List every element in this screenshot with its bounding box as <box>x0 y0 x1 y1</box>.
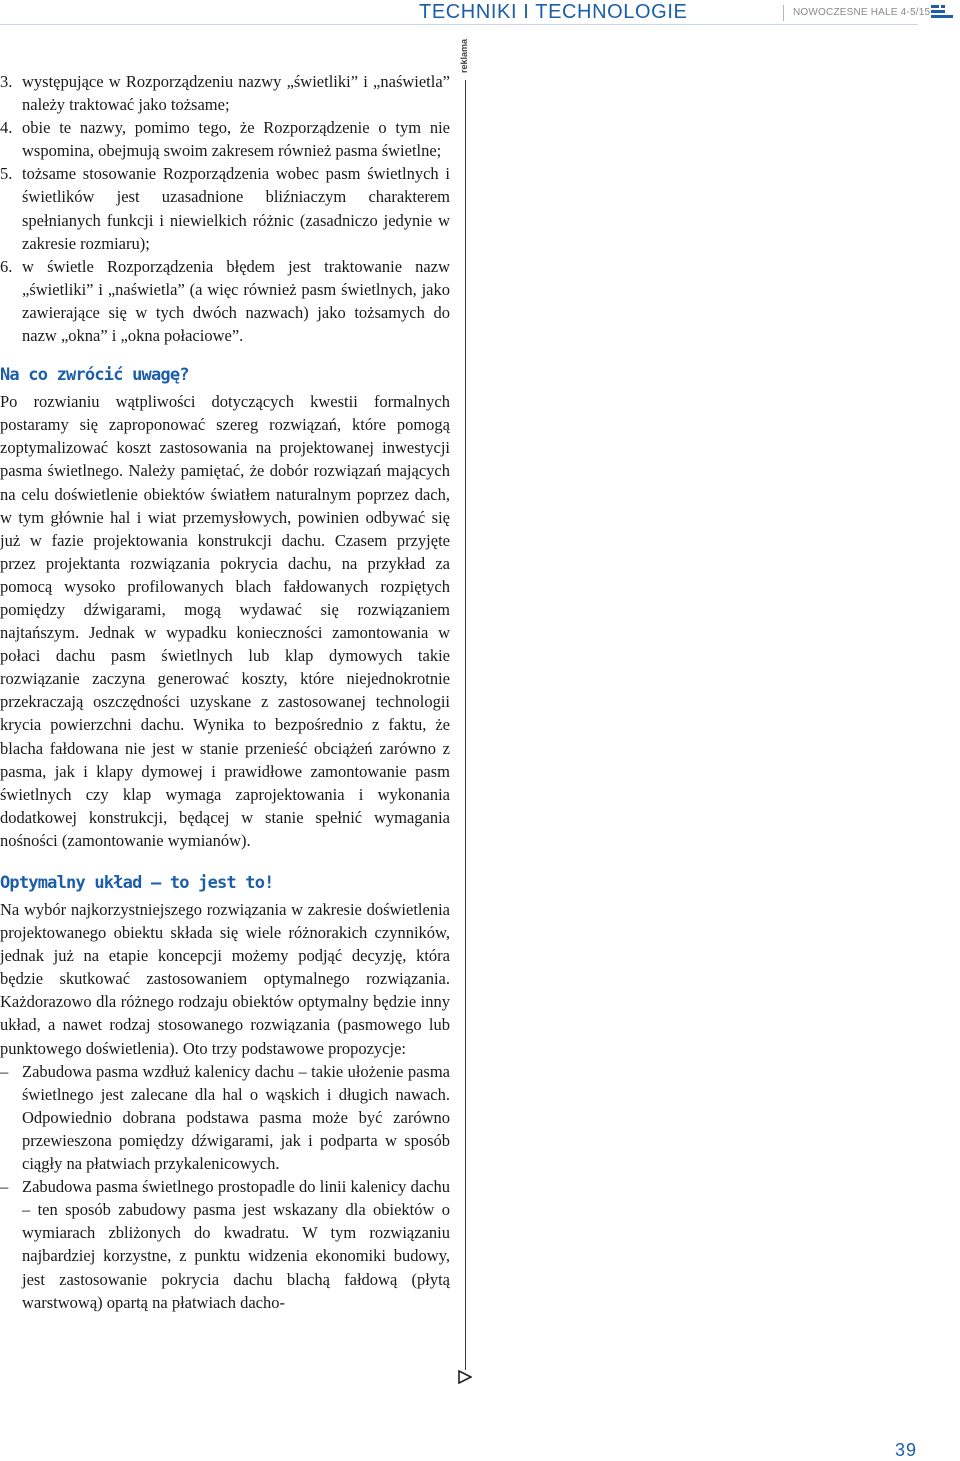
list-number: 4. <box>0 118 13 138</box>
list-item <box>0 255 450 347</box>
list-number: 6. <box>0 256 13 276</box>
section-body: Po rozwianiu wątpliwości dotyczących kwestii formalnych postaramy się zaproponować szereg rozwiązań, które pomogą zoptymalizować koszt zastosowania na projektowanej inwestycji pasma świetlnego. Należy pamiętać, że dobór rozwiązań mających na celu doświetlenie obiektów światłem naturalnym poprzez dach, w tym głównie hal i wiat przemysłowych, powinien odbywać się już w fazie projektowania konstrukcji dachu. Czasem przyjęte przez projektanta rozwiązania pokrycia dachu, na przykład za pomocą wysoko profilowanych blach fałdowanych rozpiętych pomiędzy dźwigarami, mogą wydawać się rozwiązaniem najtańszym. Jednak w wypadku konieczności zamontowania w połaci dachu pasm świetlnych lub klap dymowych takie rozwiązanie zaczyna generować koszty, które niejednokrotnie przekraczają oszczędności uzyskane z zastosowanej technologii krycia powierzchni dachu. Wynika to bezpośrednio z faktu, że blacha fałdowana nie jest w stanie przenieść obciążeń zarówno z pasma, jak i klapy dymowej i prawidłowe zamontowanie pasm świetlnych czy klap wymaga zaprojektowania i wykonania dodatkowej konstrukcji, będącej w stanie spełnić wymagania nośności (zamontowanie wymianów). <box>0 392 450 850</box>
list-number: 3. <box>0 72 13 91</box>
list-text: Zabudowa pasma świetlnego prostopadle do linii kalenicy dachu – ten sposób zabudowy pasma jest wskazany dla obiektów o wymiarach zbliżonych do kwadratu. W tym rozwiązaniu najbardziej korzystne, z punktu widzenia ekonomiki budowy, jest zastosowanie pokrycia dachu blachą fałdową (płytą warstwową) opartą na płatwiach dacho- <box>22 1177 450 1312</box>
list-text: tożsame stosowanie Rozporządzenia wobec pasm świetlnych i świetlików jest uzasadnione bliźniaczym charakterem spełnianych funkcji i niewielkich różnic (zasadniczo jedynie w zakresie rozmiaru); <box>22 164 450 253</box>
section-title: TECHNIKI I TECHNOLOGIE <box>419 1 688 23</box>
dash-marker: – <box>0 1177 9 1197</box>
header-rule <box>0 24 918 25</box>
list-text: Zabudowa pasma wzdłuż kalenicy dachu – takie ułożenie pasma świetlnego jest zalecane dla hal o wąskich i długich nawach. Odpowiednio dobrana podstawa pasma może być zarówno przewieszona pomiędzy dźwigarami, jak i podparta w sposób ciągły na płatwiach przykalenicowych. <box>22 1061 450 1174</box>
list-text: w świetle Rozporządzenia błędem jest traktowanie nazw „świetliki” i „naświetla” (a więc również pasm świetlnych, jako zawierające się w tych dwóch nazwach) jako tożsamych do nazw „okna” i „okna połaciowe”. <box>22 256 450 346</box>
list-text: obie te nazwy, pomimo tego, że Rozporządzenie o tym nie wspomina, obejmują swoim zakresem również pasma świetlne; <box>22 118 450 161</box>
page-number: 39 <box>895 1440 918 1460</box>
list-item <box>0 162 450 254</box>
list-item <box>0 1060 450 1175</box>
advertisement-label: reklama <box>459 38 469 73</box>
dash-marker: – <box>0 1061 9 1081</box>
issue-label: NOWOCZESNE HALE 4-5/15 <box>793 7 931 18</box>
side-rule <box>465 80 466 1370</box>
section-body: Na wybór najkorzystniejszego rozwiązania w zakresie doświetlenia projektowanego obiektu składa się wiele różnorakich czynników, jednak już na etapie koncepcji możemy podjąć decyzję, która będzie skutkować zastosowaniem optymalnego rozwiązania. Każdorazowo dla różnego rodzaju obiektów optymalny będzie inny układ, a nawet rodzaj stosowanego rozwiązania (pasmowego lub punktowego doświetlenia). Oto trzy podstawowe propozycje: <box>0 900 450 1058</box>
numbered-list <box>0 70 450 347</box>
section-heading: Optymalny układ – to jest to! <box>0 873 274 893</box>
list-item <box>0 116 450 162</box>
list-item <box>0 1175 450 1314</box>
article-column <box>0 70 450 1314</box>
list-item <box>0 70 450 116</box>
page-header <box>0 0 960 30</box>
header-divider <box>783 5 784 21</box>
magazine-logo-icon <box>931 5 953 19</box>
list-text: występujące w Rozporządzeniu nazwy „świetliki” i „naświetla” należy traktować jako tożsame; <box>22 72 450 115</box>
section-heading: Na co zwrócić uwagę? <box>0 365 189 386</box>
list-number: 5. <box>0 164 13 184</box>
dash-list <box>0 1060 450 1314</box>
continue-arrow-icon <box>458 1370 472 1384</box>
